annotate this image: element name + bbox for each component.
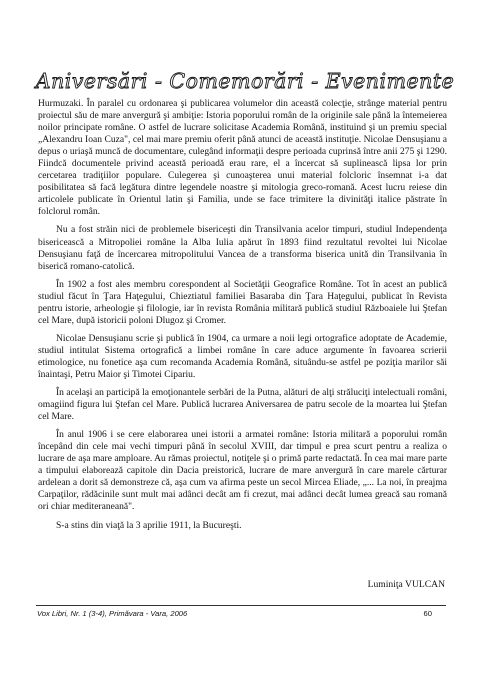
page-number: 60: [423, 609, 432, 618]
paragraph-5: În acelaşi an participă la emoţionantele serbări de la Putna, alături de alţi străluciţi intelectuali români, omagiind figura lui Ştefan cel Mare. Publică lucrarea Aniversarea de patru secole de la moartea lui Ştefan cel Mare.: [38, 387, 447, 423]
paragraph-3: În 1902 a fost ales membru corespondent al Societăţii Geografice Române. Tot în acest an publică studiul făcut în Ţara Haţegului, Chieztiatul familiei Basaraba din Ţara Haţegului, publicat în Revista pentru istorie, arheologie şi filologie, iar în revista România militară publică studiul Războaiele lui Ştefan cel Mare, după istoricii poloni Dlugoz şi Cromer.: [38, 278, 447, 326]
paragraph-1: Hurmuzaki. În paralel cu ordonarea şi publicarea volumelor din această colecţie, strânge material pentru proiectul său de mare anvergură şi ambiţie: Istoria poporului român de la originile sale până la întemeierea noilor principate române. O astfel de lucrare solicitase Academia Română, instituind şi un premiu special „Alexandru Ioan Cuza", cel mai mare premiu oferit până atunci de această instituţie. Nicolae Densuşianu a depus o uriaşă muncă de documentare, culegând informaţii despre perioada cuprinsă între anii 275 şi 1290. Fiindcă documentele privind această perioadă erau rare, el a încercat să suplinească lipsa lor prin cercetarea tradiţiilor populare. Culegerea şi cunoaşterea unui material folcloric însemnat i-a dat posibilitatea să facă legătura dintre legendele noastre şi mitologia greco-romană. Acest lucru reiese din articolele publicate în Orientul latin şi Familia, unde se face trimitere la divinităţi italice păstrate în folclorul român.: [38, 98, 447, 218]
paragraph-4: Nicolae Densuşianu scrie şi publică în 1904, ca urmare a noii legi ortografice adoptate de Academie, studiul intitulat Sistema ortografică a limbei române în care aduce argumente în favoarea scrierii etimologice, nu fonetice aşa cum recomanda Academia Română, situându-se astfel pe poziţia marilor săi înaintaşi, Petru Maior şi Timotei Cipariu.: [38, 332, 447, 380]
footer-journal-info: Vox Libri, Nr. 1 (3-4), Primăvara - Vara, 2006: [37, 609, 188, 618]
paragraph-7: S-a stins din viaţă la 3 aprilie 1911, la Bucureşti.: [56, 519, 242, 531]
paragraph-2: Nu a fost străin nici de problemele bisericeşti din Transilvania acelor timpuri, studiul Independenţa bisericească a Mitropoliei române la Alba Iulia apărut în 1893 fiind rezultatul revoltei lui Nicolae Densuşianu faţă de încercarea mitropolitului Vancea de a transforma biserica unită din Transilvania în biserică romano-catolică.: [38, 224, 447, 272]
paragraph-6: În anul 1906 i se cere elaborarea unei istorii a armatei române: Istoria militară a poporului român începând din cele mai vechi timpuri până în secolul XVIII, dar timpul e prea scurt pentru a realiza o lucrare de aşa mare amploare. Au rămas proiectul, notiţele şi o primă parte redactată. În cea mai mare parte a timpului elaborează capitole din Dacia preistorică, lucrare de mare anvergură în care marele cărturar ardelean a dorit să demonstreze că, aşa cum va afirma peste un secol Mircea Eliade, „... La noi, în preajma Carpaţilor, rădăcinile sunt mult mai adânci decât am fi crezut, mai adânci decât lumea greacă sau romană ori chiar mediteraneană".: [38, 429, 447, 513]
author-signature: Luminiţa VULCAN: [367, 579, 445, 590]
footer-divider: [36, 605, 446, 606]
section-title: Aniversări - Comemorări - Evenimente: [35, 69, 455, 93]
article-body: [38, 98, 447, 538]
